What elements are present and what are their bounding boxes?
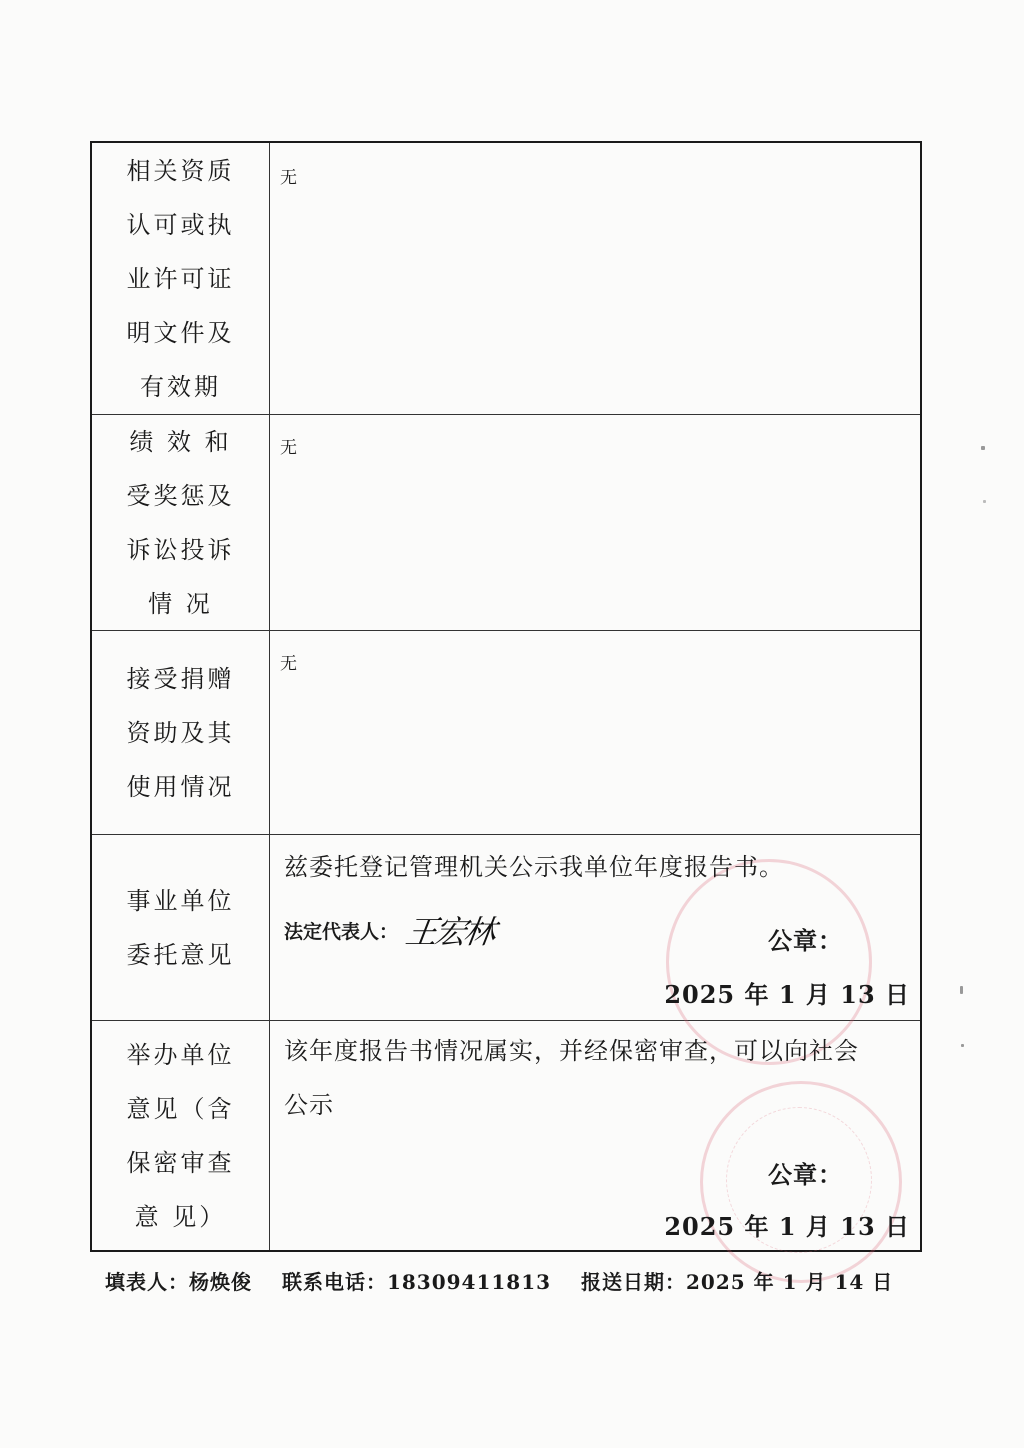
annual-report-table bbox=[90, 141, 922, 1252]
content-performance bbox=[270, 415, 920, 630]
label-line: 受奖惩及 bbox=[126, 481, 235, 510]
scan-speck bbox=[983, 500, 986, 503]
content-qualification bbox=[270, 143, 920, 414]
label-donation bbox=[92, 631, 270, 834]
label-line: 意见（含 bbox=[126, 1094, 235, 1123]
row-qualification bbox=[92, 143, 920, 415]
label-line: 资助及其 bbox=[126, 718, 235, 747]
label-performance bbox=[92, 415, 270, 630]
sponsor-seal-label: 公章： bbox=[768, 1160, 843, 1189]
seal-label: 公章： bbox=[768, 926, 843, 955]
label-line: 诉讼投诉 bbox=[126, 535, 235, 564]
label-sponsor-opinion bbox=[92, 1021, 270, 1250]
sponsor-opinion-date: 2025 年 1 月 13 日 bbox=[664, 1212, 910, 1241]
label-line: 情 况 bbox=[148, 589, 213, 618]
label-line: 接受捐赠 bbox=[126, 664, 235, 693]
legal-rep-signature: 王宏林 bbox=[403, 913, 496, 951]
legal-rep-label: 法定代表人： bbox=[284, 921, 399, 943]
scan-speck bbox=[960, 986, 963, 994]
label-line: 委托意见 bbox=[126, 940, 235, 969]
label-line: 相关资质 bbox=[126, 156, 235, 185]
label-line: 绩 效 和 bbox=[129, 427, 232, 456]
submit-date: 报送日期：2025 年 1 月 14 日 bbox=[581, 1270, 894, 1294]
row-donation bbox=[92, 631, 920, 835]
label-line: 事业单位 bbox=[126, 886, 235, 915]
filler-name: 填表人：杨焕俊 bbox=[105, 1270, 252, 1294]
label-line: 认可或执 bbox=[126, 210, 235, 239]
scan-speck bbox=[981, 446, 985, 450]
content-donation bbox=[270, 631, 920, 834]
label-unit-opinion bbox=[92, 835, 270, 1020]
value-donation: 无 bbox=[280, 654, 297, 674]
footer-info bbox=[105, 1266, 915, 1295]
value-performance: 无 bbox=[280, 438, 297, 458]
contact-phone: 联系电话：18309411813 bbox=[281, 1270, 552, 1294]
label-line: 意 见） bbox=[134, 1202, 227, 1231]
sponsor-statement-line2: 公示 bbox=[284, 1091, 334, 1119]
label-qualification bbox=[92, 143, 270, 414]
unit-statement: 兹委托登记管理机关公示我单位年度报告书。 bbox=[284, 853, 784, 881]
label-line: 举办单位 bbox=[126, 1040, 235, 1069]
label-line: 明文件及 bbox=[126, 318, 235, 347]
scan-speck bbox=[961, 1044, 964, 1047]
value-qualification: 无 bbox=[280, 168, 297, 188]
label-line: 有效期 bbox=[140, 372, 221, 401]
content-unit-opinion bbox=[270, 835, 920, 1020]
unit-opinion-date: 2025 年 1 月 13 日 bbox=[664, 980, 910, 1009]
content-sponsor-opinion bbox=[270, 1021, 920, 1250]
row-unit-opinion bbox=[92, 835, 920, 1021]
label-line: 业许可证 bbox=[126, 264, 235, 293]
row-performance bbox=[92, 415, 920, 631]
label-line: 保密审查 bbox=[126, 1148, 235, 1177]
label-line: 使用情况 bbox=[126, 772, 235, 801]
sponsor-statement-line1: 该年度报告书情况属实，并经保密审查，可以向社会 bbox=[284, 1037, 859, 1065]
row-sponsor-opinion bbox=[92, 1021, 920, 1250]
